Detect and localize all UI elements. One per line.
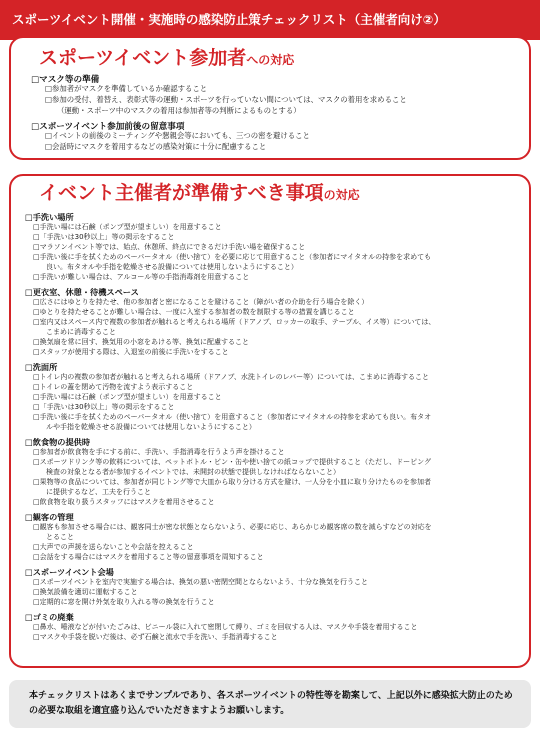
checklist-item: □トイレの蓋を閉めて汚物を流すよう表示すること [33, 383, 194, 391]
checklist-item: □会話をする場合にはマスクを着用すること等の留意事項を周知すること [33, 553, 264, 561]
checklist-item: □マスクや手袋を脱いだ後は、必ず石鹸と流水で手を洗い、手指消毒すること [33, 633, 278, 641]
checklist-item: □室内又はスペース内で複数の参加者が触れると考えられる場所（ドアノブ、ロッカーの取手、テーブル、イス等）については、 [33, 318, 436, 326]
checklist-item-continued: （運動・スポーツ中のマスクの着用は参加者等の判断によるものとする） [57, 106, 301, 115]
organizer-title-suffix: の対応 [323, 188, 360, 202]
checklist-item: □会話時にマスクを着用するなどの感染対策に十分に配慮すること [45, 142, 267, 151]
participants-card-title [39, 43, 294, 70]
checklist-item: □「手洗いは30秒以上」等の掲示をすること [33, 403, 175, 411]
checklist-item: □「手洗いは30秒以上」等の掲示をすること [33, 233, 175, 241]
page-title: スポーツイベント開催・実施時の感染防止策チェックリスト（主催者向け②） [12, 12, 446, 27]
participants-title-suffix: への対応 [246, 53, 295, 67]
section-heading-locker-room: □更衣室、休憩・待機スペース [25, 287, 139, 297]
participants-card [9, 36, 531, 160]
section-heading-waste: □ゴミの廃棄 [25, 612, 74, 622]
checklist-item: □飲食物を取り扱うスタッフにはマスクを着用させること [33, 498, 215, 506]
checklist-item: □定期的に窓を開け外気を取り入れる等の換気を行うこと [33, 598, 215, 606]
checklist-item: □参加の受付、着替え、表彰式等の運動・スポーツを行っていない間については、マスクの着用を求めること [45, 95, 407, 104]
checklist-item: □参加者がマスクを準備しているか確認すること [45, 84, 208, 93]
checklist-item: □スタッフが使用する際は、入退室の前後に手洗いをすること [33, 348, 229, 356]
checklist-item-continued: とること [46, 533, 74, 541]
section-heading-mask: □マスク等の準備 [31, 75, 100, 85]
checklist-item: □手洗い後に手を拭くためのペーパータオル（使い捨て）を用意すること（参加者にマイタオルの持参を求めても良い。布タオ [33, 413, 432, 421]
checklist-item: □イベントの前後のミーティングや懇親会等においても、三つの密を避けること [45, 131, 310, 140]
organizer-card [9, 174, 531, 668]
checklist-item: □大声での声援を送らないことや会話を控えること [33, 543, 194, 551]
section-heading-event-notes: □スポーツイベント参加前後の留意事項 [31, 122, 185, 132]
checklist-item: □手洗い後に手を拭くためのペーパータオル（使い捨て）を必要に応じて用意すること（参加者にマイタオルの持参を求めても [33, 253, 432, 261]
checklist-item: □手洗いが難しい場合は、アルコール等の手指消毒剤を用意すること [33, 273, 250, 281]
checklist-item: □マラソンイベント等では、始点、休憩所、終点にできるだけ手洗い場を確保すること [33, 243, 306, 251]
organizer-title-main: イベント主催者が準備すべき事項 [39, 182, 324, 204]
organizer-card-title [39, 178, 360, 205]
footer-note-text: 本チェックリストはあくまでサンプルであり、各スポーツイベントの特性等を勘案して、上記以外に感染拡大防止のための必要な取組を適宜盛り込んでいただきますようお願いします。 [29, 691, 513, 716]
checklist-item: □観客も参加させる場合には、観客同士が密な状態とならないよう、必要に応じ、あらかじめ観客席の数を減らすなどの対応を [33, 523, 432, 531]
section-heading-venue: □スポーツイベント会場 [25, 567, 114, 577]
checklist-item: □広さにはゆとりを持たせ、他の参加者と密になることを避けること（障がい者の介助を行う場合を除く） [33, 298, 369, 306]
participants-title-main: スポーツイベント参加者 [39, 47, 247, 69]
checklist-item-continued: 検査の対象となる者が参加するイベントでは、未開封の状態で提供しなければならないこと） [46, 468, 340, 476]
checklist-item: □果物等の食品については、参加者が同じトング等で大皿から取り分ける方式を避け、一人分を小皿に取り分けたものを参加者 [33, 478, 432, 486]
checklist-item: □ゆとりを持たせることが難しい場合は、一度に入室する参加者の数を制限する等の措置を講じること [33, 308, 355, 316]
checklist-item-continued: ルや手指を乾燥させる設備については使用しないようにすること） [46, 423, 256, 431]
checklist-item: □スポーツドリンク等の飲料については、ペットボトル・ビン・缶や使い捨ての紙コップで提供すること（ただし、ドーピング [33, 458, 431, 466]
checklist-item: □手洗い場には石鹸（ポンプ型が望ましい）を用意すること [33, 223, 222, 231]
header-banner [0, 0, 540, 40]
section-heading-spectators: □観客の管理 [25, 512, 74, 522]
checklist-item: □鼻水、唾液などが付いたごみは、ビニール袋に入れて密閉して縛り、ゴミを回収する人は、マスクや手袋を着用すること [33, 623, 418, 631]
section-heading-handwashing: □手洗い場所 [25, 212, 74, 222]
checklist-item-continued: こまめに消毒すること [46, 328, 116, 336]
checklist-item: □換気設備を適切に運転すること [33, 588, 138, 596]
checklist-item: □手洗い場には石鹸（ポンプ型が望ましい）を用意すること [33, 393, 222, 401]
checklist-item: □換気扇を常に回す、換気用の小窓をあける等、換気に配慮すること [33, 338, 250, 346]
checklist-item-continued: に提供するなど、工夫を行うこと [46, 488, 151, 496]
checklist-item-continued: 良い。布タオルや手指を乾燥させる設備については使用しないようにすること） [46, 263, 298, 271]
checklist-item: □スポーツイベントを室内で実施する場合は、換気の悪い密閉空間とならないよう、十分な換気を行うこと [33, 578, 368, 586]
checklist-item: □トイレ内の複数の参加者が触れると考えられる場所（ドアノブ、水洗トイレのレバー等）については、こまめに消毒すること [33, 373, 429, 381]
section-heading-restroom: □洗面所 [25, 362, 58, 372]
checklist-item: □参加者が飲食物を手にする前に、手洗い、手指消毒を行うよう声を掛けること [33, 448, 285, 456]
footer-note [9, 680, 531, 728]
section-heading-food: □飲食物の提供時 [25, 437, 91, 447]
